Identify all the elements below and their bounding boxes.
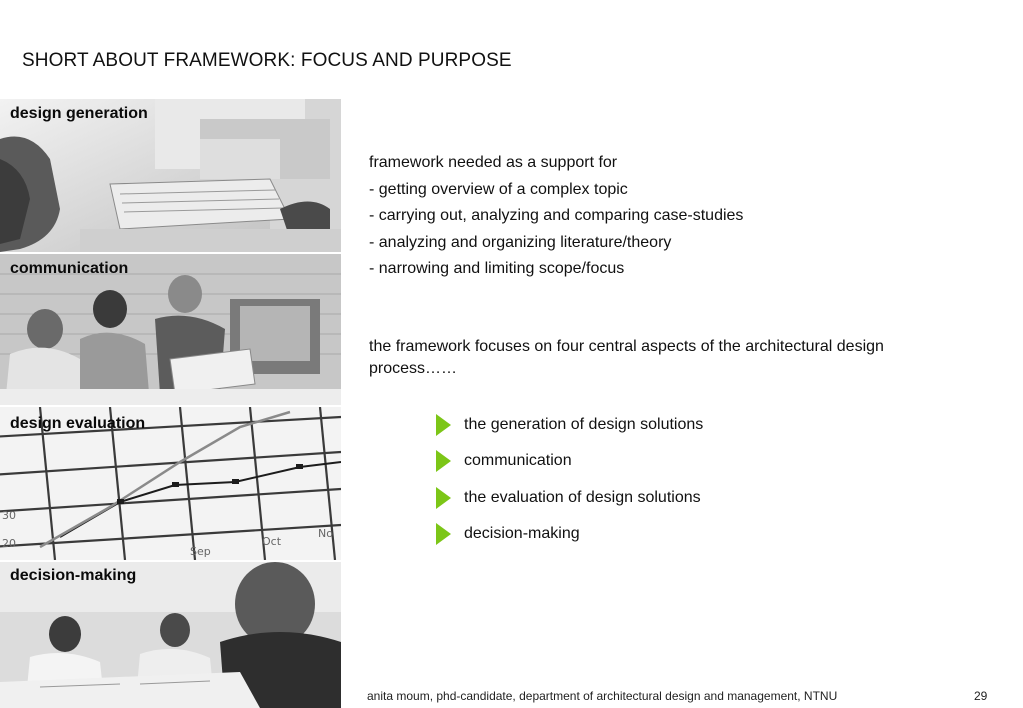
photo-label-design-generation: design generation (10, 105, 148, 122)
aspect-item (436, 480, 703, 516)
support-intro: framework needed as a support for (369, 154, 618, 171)
aspect-text: the evaluation of design solutions (464, 488, 701, 506)
support-list (369, 150, 743, 283)
support-item: - narrowing and limiting scope/focus (369, 260, 625, 277)
svg-text:20: 20 (2, 537, 16, 550)
aspect-item (436, 407, 703, 443)
photo-label-design-evaluation: design evaluation (10, 415, 146, 432)
green-triangle-bullet-icon (436, 487, 451, 509)
slide-title: SHORT ABOUT FRAMEWORK: FOCUS AND PURPOSE (22, 50, 512, 71)
focus-paragraph: the framework focuses on four central aspects of the architectural design process…… (369, 338, 884, 377)
photo-label-decision-making: decision-making (10, 567, 137, 584)
svg-text:Oct: Oct (262, 535, 282, 548)
svg-text:30: 30 (2, 509, 16, 522)
green-triangle-bullet-icon (436, 414, 451, 436)
aspect-text: communication (464, 452, 572, 470)
aspect-text: the generation of design solutions (464, 416, 704, 434)
green-triangle-bullet-icon (436, 523, 451, 545)
aspect-list (436, 407, 703, 552)
photo-label-communication: communication (10, 260, 129, 277)
support-item: - getting overview of a complex topic (369, 180, 628, 198)
svg-text:No: No (318, 527, 333, 540)
support-item: - analyzing and organizing literature/theory (369, 233, 672, 251)
svg-text:Sep: Sep (190, 545, 211, 558)
aspect-item (436, 443, 703, 479)
footer-credit: anita moum, phd-candidate, department of architectural design and management, NTNU (367, 689, 838, 703)
green-triangle-bullet-icon (436, 450, 451, 472)
aspect-item (436, 516, 703, 552)
support-item: - carrying out, analyzing and comparing case-studies (369, 207, 744, 224)
aspect-text: decision-making (464, 525, 580, 543)
page-number: 29 (974, 689, 988, 703)
